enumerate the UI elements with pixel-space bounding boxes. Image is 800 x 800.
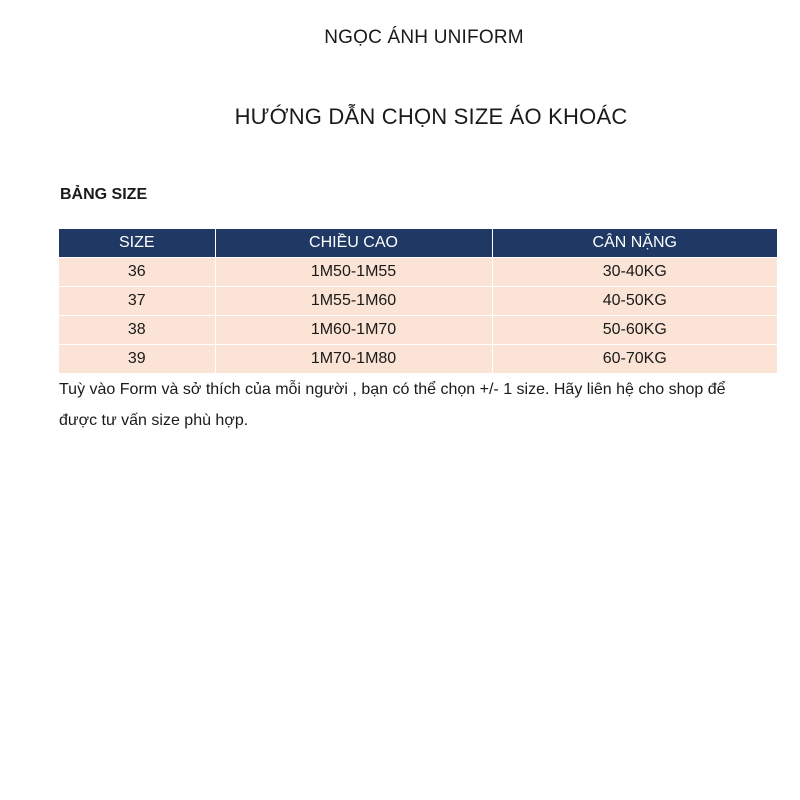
brand-name: NGỌC ÁNH UNIFORM (324, 27, 524, 48)
cell-height: 1M70-1M80 (215, 345, 492, 374)
cell-height: 1M55-1M60 (215, 287, 492, 316)
table-row (59, 345, 777, 374)
cell-size: 37 (59, 287, 215, 316)
cell-size: 39 (59, 345, 215, 374)
cell-height: 1M50-1M55 (215, 258, 492, 287)
table-row (59, 316, 777, 345)
table-row (59, 287, 777, 316)
cell-weight: 30-40KG (492, 258, 777, 287)
cell-weight: 40-50KG (492, 287, 777, 316)
cell-weight: 60-70KG (492, 345, 777, 374)
cell-weight: 50-60KG (492, 316, 777, 345)
size-table (59, 229, 777, 373)
section-label: BẢNG SIZE (60, 186, 148, 203)
table-row (59, 258, 777, 287)
header-height: CHIỀU CAO (215, 229, 492, 258)
cell-size: 36 (59, 258, 215, 287)
cell-height: 1M60-1M70 (215, 316, 492, 345)
page-title: HƯỚNG DẪN CHỌN SIZE ÁO KHOÁC (234, 104, 628, 129)
table-header-row (59, 229, 777, 258)
cell-size: 38 (59, 316, 215, 345)
header-size: SIZE (59, 229, 215, 258)
size-advice-note: Tuỳ vào Form và sở thích của mỗi người , bạn có thể chọn +/- 1 size. Hãy liên hệ cho shop để được tư vấn size phù hợp. (59, 381, 726, 429)
header-weight: CÂN NẶNG (492, 229, 777, 258)
